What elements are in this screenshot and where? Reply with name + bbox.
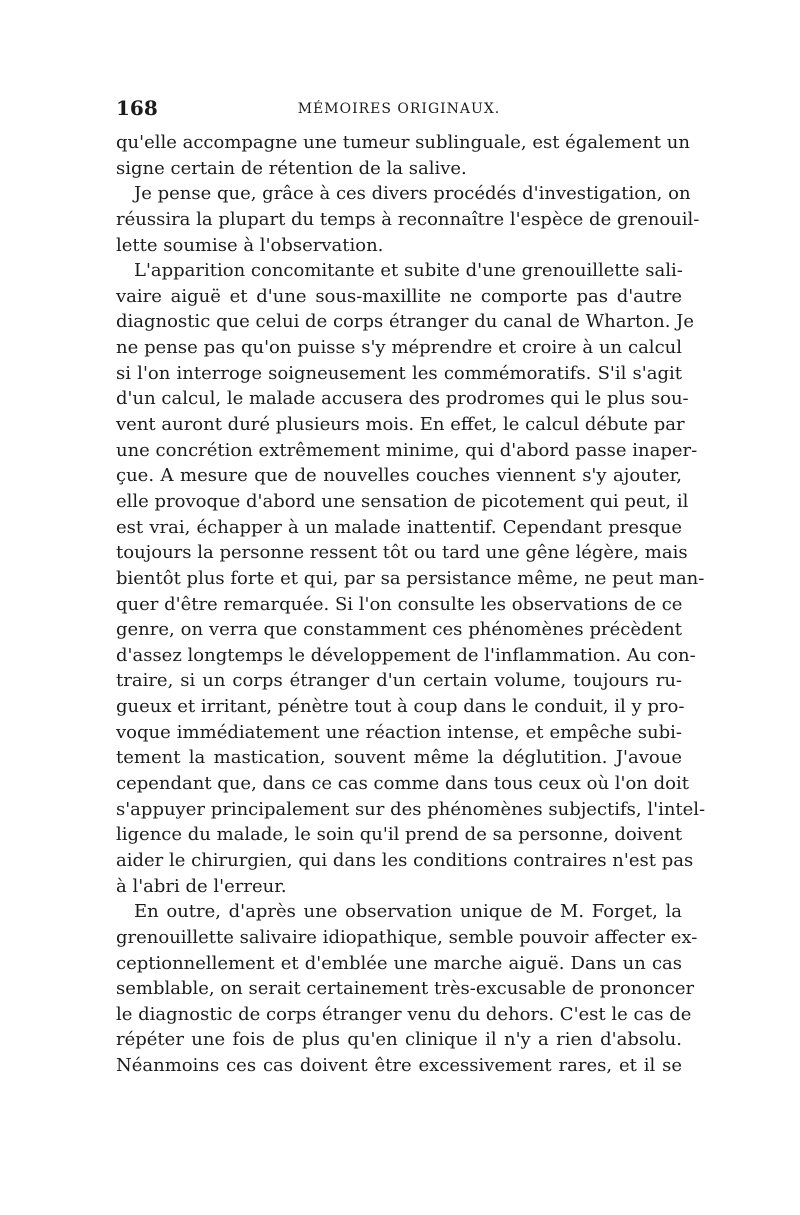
text-line: si l'on interroge soigneusement les commémoratifs. S'il s'agit [116, 362, 682, 384]
text-line: diagnostic que celui de corps étranger du canal de Wharton. Je [116, 311, 695, 333]
text-line: d'assez longtemps le développement de l'inflammation. Au con- [116, 644, 696, 666]
page-number: 168 [116, 96, 158, 120]
text-line: traire, si un corps étranger d'un certain volume, toujours ru- [116, 670, 682, 692]
page-header [116, 96, 682, 120]
text-line: d'un calcul, le malade accusera des prodromes qui le plus sou- [116, 388, 689, 410]
text-line: bientôt plus forte et qui, par sa persistance même, ne peut man- [116, 567, 705, 589]
text-line: toujours la personne ressent tôt ou tard une gêne légère, mais [116, 542, 688, 564]
text-line: cependant que, dans ce cas comme dans tous ceux où l'on doit [116, 773, 689, 795]
text-line: voque immédiatement une réaction intense, et empêche subi- [116, 721, 682, 743]
text-line: répéter une fois de plus qu'en clinique il n'y a rien d'absolu. [116, 1029, 682, 1051]
text-line: réussira la plupart du temps à reconnaître l'espèce de grenouil- [116, 208, 700, 230]
text-line: L'apparition concomitante et subite d'une grenouillette sali- [134, 260, 683, 282]
text-line: ceptionnellement et d'emblée une marche aiguë. Dans un cas [116, 952, 682, 974]
text-line: Je pense que, grâce à ces divers procédés d'investigation, on [134, 183, 691, 205]
text-line: ligence du malade, le soin qu'il prend de sa personne, doivent [116, 824, 683, 846]
text-line: ne pense pas qu'on puisse s'y méprendre et croire à un calcul [116, 337, 682, 359]
running-head: MÉMOIRES ORIGINAUX. [297, 101, 501, 117]
text-line: vaire aiguë et d'une sous-maxillite ne comporte pas d'autre [116, 285, 682, 307]
text-line: grenouillette salivaire idiopathique, semble pouvoir affecter ex- [116, 926, 698, 948]
text-line: Néanmoins ces cas doivent être excessivement rares, et il se [116, 1055, 682, 1077]
text-line: aider le chirurgien, qui dans les conditions contraires n'est pas [116, 849, 694, 871]
text-line: vent auront duré plusieurs mois. En effet, le calcul débute par [116, 414, 685, 436]
text-line: s'appuyer principalement sur des phénomènes subjectifs, l'intel- [116, 798, 706, 820]
text-line: gueux et irritant, pénètre tout à coup dans le conduit, il y pro- [116, 696, 685, 718]
text-line: elle provoque d'abord une sensation de picotement qui peut, il [116, 490, 689, 512]
text-line: En outre, d'après une observation unique de M. Forget, la [134, 901, 682, 923]
text-line: le diagnostic de corps étranger venu du dehors. C'est le cas de [116, 1003, 692, 1025]
text-line: une concrétion extrêmement minime, qui d'abord passe inaper- [116, 439, 698, 461]
text-line: quer d'être remarquée. Si l'on consulte les observations de ce [116, 593, 683, 615]
text-line: à l'abri de l'erreur. [116, 875, 287, 897]
body-text [116, 130, 706, 1079]
text-line: semblable, on serait certainement très-excusable de prononcer [116, 978, 695, 1000]
text-line: tement la mastication, souvent même la déglutition. J'avoue [116, 747, 682, 769]
text-line: çue. A mesure que de nouvelles couches viennent s'y ajouter, [116, 465, 682, 487]
text-line: signe certain de rétention de la salive. [116, 157, 467, 179]
text-line: qu'elle accompagne une tumeur sublinguale, est également un [116, 132, 690, 153]
text-line: lette soumise à l'observation. [116, 234, 384, 256]
text-line: genre, on verra que constamment ces phénomènes précèdent [116, 619, 682, 641]
text-line: est vrai, échapper à un malade inattentif. Cependant presque [116, 516, 682, 538]
